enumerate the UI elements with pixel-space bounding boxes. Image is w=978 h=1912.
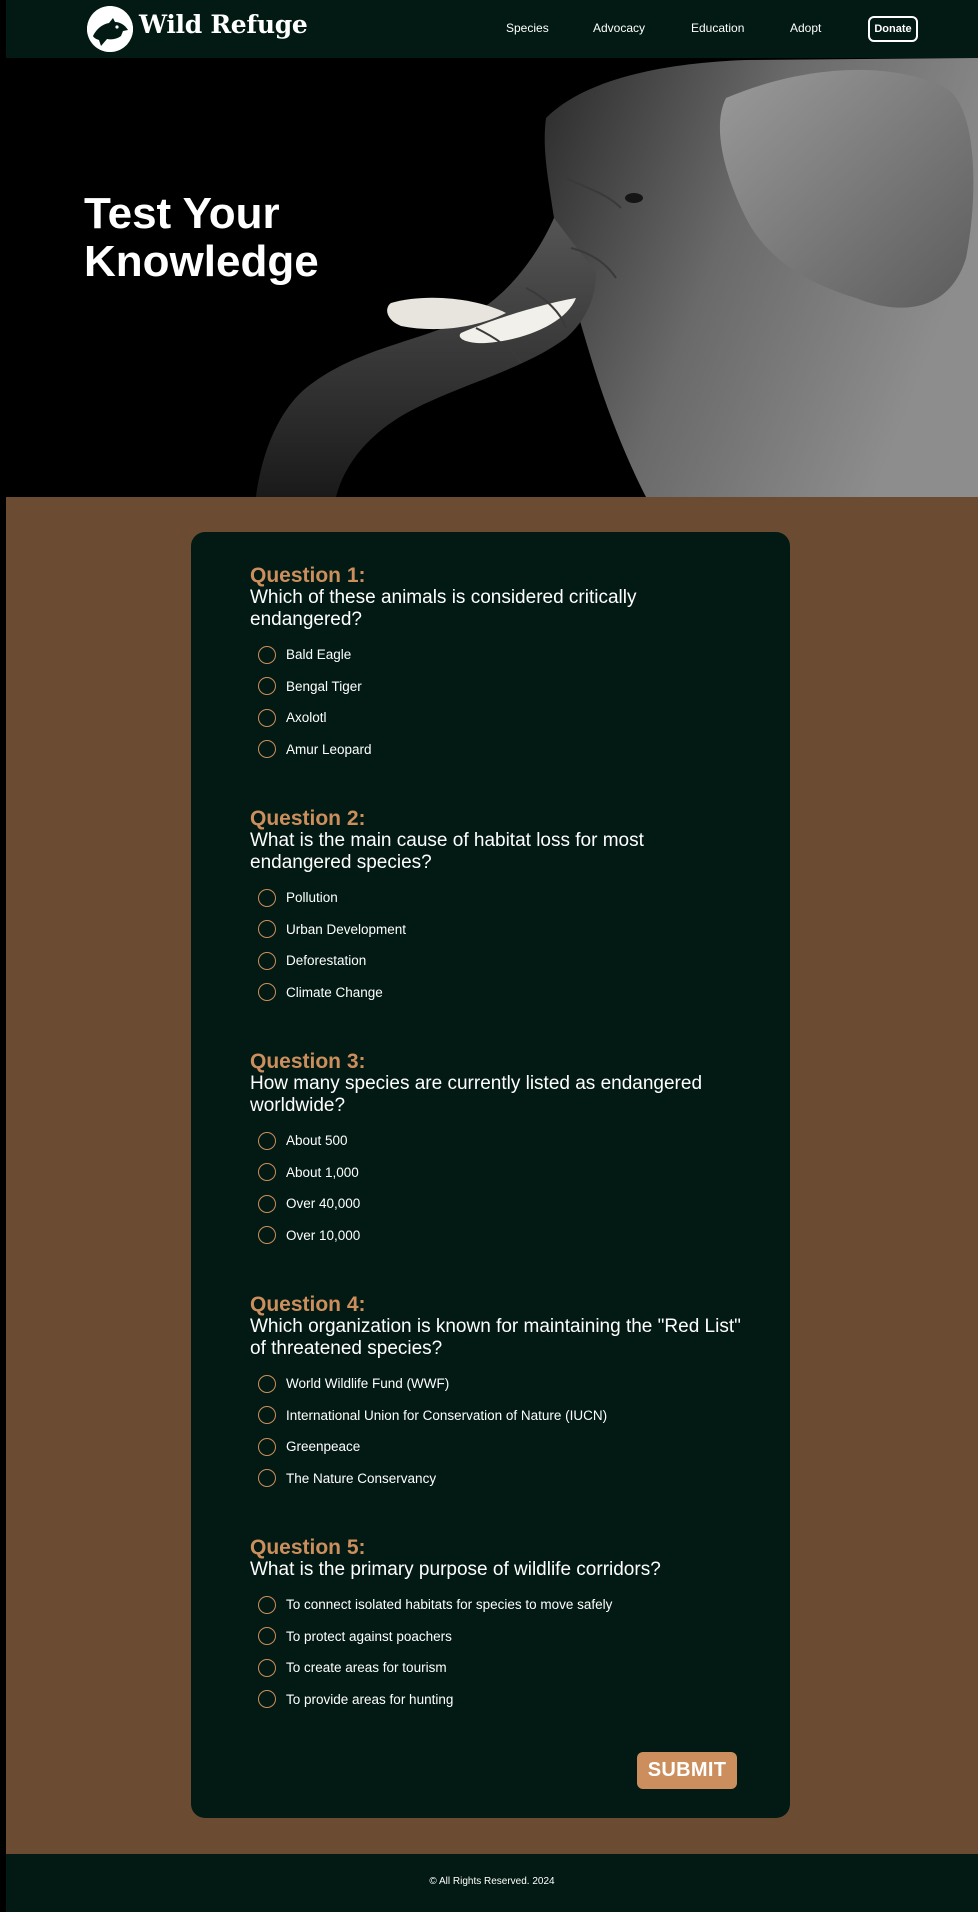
option-label: International Union for Conservation of Nature (IUCN) bbox=[286, 1407, 608, 1423]
answer-option[interactable] bbox=[250, 977, 750, 1009]
nav-species[interactable]: Species bbox=[506, 21, 549, 35]
nav-advocacy[interactable]: Advocacy bbox=[593, 21, 646, 35]
option-label: Pollution bbox=[286, 890, 338, 906]
question-number: Question 5: bbox=[250, 1536, 366, 1559]
radio-button[interactable] bbox=[258, 677, 276, 695]
answer-option[interactable] bbox=[250, 1684, 750, 1716]
radio-button[interactable] bbox=[258, 889, 276, 907]
quiz-card bbox=[191, 532, 790, 1818]
answer-option[interactable] bbox=[250, 1431, 750, 1463]
option-label: Over 40,000 bbox=[286, 1196, 361, 1212]
answer-option[interactable] bbox=[250, 702, 750, 734]
answer-option[interactable] bbox=[250, 1621, 750, 1653]
answer-option[interactable] bbox=[250, 945, 750, 977]
copyright-text: © All Rights Reserved. 2024 bbox=[429, 1876, 555, 1887]
option-label: Amur Leopard bbox=[286, 741, 372, 757]
nav-adopt[interactable]: Adopt bbox=[790, 21, 822, 35]
question-5 bbox=[250, 1537, 750, 1715]
option-label: Axolotl bbox=[286, 710, 327, 726]
radio-button[interactable] bbox=[258, 1406, 276, 1424]
radio-button[interactable] bbox=[258, 1596, 276, 1614]
radio-button[interactable] bbox=[258, 1438, 276, 1456]
question-3 bbox=[250, 1051, 750, 1251]
answer-option[interactable] bbox=[250, 1652, 750, 1684]
option-label: The Nature Conservancy bbox=[286, 1470, 437, 1486]
brand-name[interactable]: Wild Refuge bbox=[139, 10, 308, 39]
donate-button[interactable]: Donate bbox=[868, 16, 918, 42]
answer-option[interactable] bbox=[250, 882, 750, 914]
question-text: How many species are currently listed as endangered worldwide? bbox=[250, 1073, 703, 1116]
question-4 bbox=[250, 1294, 750, 1494]
radio-button[interactable] bbox=[258, 1226, 276, 1244]
nav-education[interactable]: Education bbox=[691, 21, 745, 35]
answer-option[interactable] bbox=[250, 734, 750, 766]
wild-refuge-logo-icon[interactable] bbox=[87, 6, 133, 52]
question-number: Question 1: bbox=[250, 564, 366, 587]
radio-button[interactable] bbox=[258, 1469, 276, 1487]
radio-button[interactable] bbox=[258, 646, 276, 664]
question-number: Question 3: bbox=[250, 1050, 366, 1073]
question-1 bbox=[250, 565, 750, 765]
answer-option[interactable] bbox=[250, 1463, 750, 1495]
site-footer bbox=[6, 1854, 978, 1912]
hero-title-line1: Test Your bbox=[84, 189, 280, 238]
radio-button[interactable] bbox=[258, 709, 276, 727]
answer-option[interactable] bbox=[250, 671, 750, 703]
option-label: About 1,000 bbox=[286, 1164, 359, 1180]
question-number: Question 4: bbox=[250, 1293, 366, 1316]
radio-button[interactable] bbox=[258, 1659, 276, 1677]
radio-button[interactable] bbox=[258, 1690, 276, 1708]
answer-option[interactable] bbox=[250, 1125, 750, 1157]
answer-option[interactable] bbox=[250, 1368, 750, 1400]
radio-button[interactable] bbox=[258, 983, 276, 1001]
radio-button[interactable] bbox=[258, 1132, 276, 1150]
option-label: Deforestation bbox=[286, 953, 367, 969]
page bbox=[6, 0, 978, 1912]
hero-banner bbox=[6, 58, 978, 497]
answer-option[interactable] bbox=[250, 1400, 750, 1432]
option-label: Bald Eagle bbox=[286, 647, 352, 663]
option-label: To provide areas for hunting bbox=[286, 1691, 454, 1707]
option-label: World Wildlife Fund (WWF) bbox=[286, 1376, 450, 1392]
submit-button[interactable]: SUBMIT bbox=[637, 1752, 737, 1789]
option-label: Urban Development bbox=[286, 921, 407, 937]
radio-button[interactable] bbox=[258, 1163, 276, 1181]
question-text: Which of these animals is considered critically endangered? bbox=[250, 587, 637, 630]
radio-button[interactable] bbox=[258, 1375, 276, 1393]
radio-button[interactable] bbox=[258, 1195, 276, 1213]
option-label: Greenpeace bbox=[286, 1439, 361, 1455]
option-label: Bengal Tiger bbox=[286, 678, 362, 694]
hero-title bbox=[84, 190, 444, 286]
option-label: To protect against poachers bbox=[286, 1628, 452, 1644]
radio-button[interactable] bbox=[258, 920, 276, 938]
answer-option[interactable] bbox=[250, 639, 750, 671]
hero-title-line2: Knowledge bbox=[84, 237, 319, 286]
answer-option[interactable] bbox=[250, 1589, 750, 1621]
radio-button[interactable] bbox=[258, 952, 276, 970]
site-header bbox=[6, 0, 978, 58]
option-label: Over 10,000 bbox=[286, 1227, 361, 1243]
question-number: Question 2: bbox=[250, 807, 366, 830]
answer-option[interactable] bbox=[250, 1188, 750, 1220]
option-label: Climate Change bbox=[286, 984, 383, 1000]
option-label: To create areas for tourism bbox=[286, 1660, 447, 1676]
answer-option[interactable] bbox=[250, 1220, 750, 1252]
radio-button[interactable] bbox=[258, 1627, 276, 1645]
radio-button[interactable] bbox=[258, 740, 276, 758]
answer-option[interactable] bbox=[250, 1157, 750, 1189]
option-label: To connect isolated habitats for species to move safely bbox=[286, 1597, 613, 1613]
answer-option[interactable] bbox=[250, 914, 750, 946]
question-text: What is the main cause of habitat loss for most endangered species? bbox=[250, 830, 644, 873]
option-label: About 500 bbox=[286, 1133, 348, 1149]
question-text: Which organization is known for maintaining the "Red List" of threatened species? bbox=[250, 1316, 741, 1359]
question-2 bbox=[250, 808, 750, 1008]
question-text: What is the primary purpose of wildlife corridors? bbox=[250, 1559, 661, 1580]
